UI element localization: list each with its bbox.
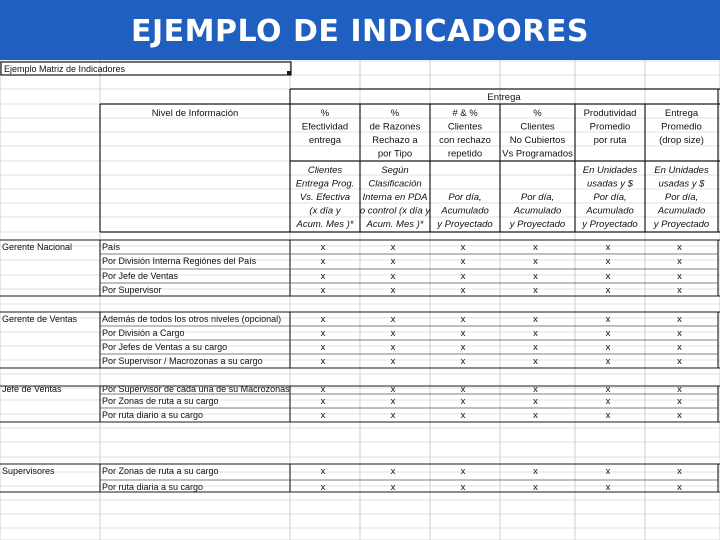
- column-detail-line: Entrega Prog.: [295, 178, 355, 190]
- column-detail-line: y Proyectado: [653, 219, 710, 230]
- matrix-mark-x: x: [460, 285, 466, 296]
- matrix-mark-x: x: [533, 384, 538, 395]
- column-detail-line: y Proyectado: [509, 219, 566, 230]
- column-header-line: entrega: [308, 135, 342, 146]
- column-header-line: Clientes: [520, 121, 555, 133]
- column-detail-line: Por día,: [593, 192, 627, 203]
- sheet-caption: Ejemplo Matriz de Indicadores: [4, 64, 126, 74]
- matrix-mark-x: x: [320, 396, 326, 407]
- section-row-label: Por ruta diaria a su cargo: [102, 482, 204, 492]
- section-role-label: Jefe de Ventas: [2, 384, 62, 394]
- matrix-mark-x: x: [390, 342, 396, 353]
- column-detail-line: Acumulado: [441, 205, 489, 217]
- column-detail-line: En Unidades: [654, 165, 709, 176]
- column-header-line: # & %: [452, 108, 478, 119]
- column-detail-line: Interna en PDA: [362, 192, 428, 203]
- matrix-mark-x: x: [677, 271, 682, 282]
- matrix-mark-x: x: [533, 482, 538, 493]
- matrix-mark-x: x: [533, 314, 538, 325]
- matrix-mark-x: x: [677, 256, 682, 267]
- group-header-entrega: Entrega: [487, 92, 521, 103]
- matrix-mark-x: x: [605, 256, 611, 267]
- column-header-line: Promedio: [661, 121, 702, 133]
- matrix-mark-x: x: [533, 271, 538, 282]
- matrix-mark-x: x: [460, 356, 466, 367]
- column-detail-line: Clientes: [307, 165, 343, 176]
- matrix-mark-x: x: [320, 314, 326, 325]
- column-header-line: Produtividad: [583, 108, 637, 119]
- matrix-mark-x: x: [460, 342, 466, 353]
- matrix-mark-x: x: [533, 242, 538, 253]
- column-header-line: repetido: [447, 148, 483, 160]
- matrix-mark-x: x: [460, 271, 466, 282]
- section-row-label: Por Supervisor: [102, 285, 162, 295]
- matrix-mark-x: x: [390, 466, 396, 477]
- matrix-mark-x: x: [677, 384, 682, 395]
- matrix-mark-x: x: [390, 256, 396, 267]
- matrix-mark-x: x: [605, 396, 611, 407]
- column-detail-line: Acumulado: [513, 205, 562, 217]
- section-row-label: Por Supervisor de cada una de su Macrozonas: [102, 384, 290, 394]
- column-header-line: (drop size): [659, 135, 704, 146]
- section-row-label: Por Jefes de Ventas a su cargo: [102, 342, 228, 352]
- column-header-line: %: [533, 108, 542, 119]
- column-header-line: Promedio: [589, 121, 631, 133]
- matrix-mark-x: x: [460, 482, 466, 493]
- matrix-mark-x: x: [390, 396, 396, 407]
- matrix-mark-x: x: [533, 285, 538, 296]
- matrix-mark-x: x: [320, 242, 326, 253]
- column-detail-line: y Proyectado: [437, 219, 493, 230]
- matrix-mark-x: x: [677, 314, 682, 325]
- column-header-line: %: [320, 108, 330, 119]
- matrix-mark-x: x: [677, 356, 682, 367]
- column-detail-line: Por día,: [448, 192, 482, 203]
- matrix-mark-x: x: [460, 466, 466, 477]
- matrix-mark-x: x: [320, 285, 326, 296]
- matrix-mark-x: x: [677, 396, 682, 407]
- slide-title-bar: [0, 0, 720, 60]
- matrix-mark-x: x: [533, 342, 538, 353]
- matrix-mark-x: x: [320, 482, 326, 493]
- column-detail-line: Acumulado: [657, 205, 706, 217]
- slide-title: EJEMPLO DE INDICADORES: [131, 14, 589, 49]
- matrix-mark-x: x: [320, 356, 326, 367]
- matrix-mark-x: x: [605, 342, 611, 353]
- column-header-line: por ruta: [593, 135, 627, 146]
- matrix-mark-x: x: [605, 271, 611, 282]
- column-header-line: Entrega: [664, 108, 699, 119]
- matrix-mark-x: x: [533, 328, 538, 339]
- matrix-mark-x: x: [605, 242, 611, 253]
- matrix-mark-x: x: [460, 314, 466, 325]
- section-row-label: Por División a Cargo: [102, 328, 185, 338]
- matrix-mark-x: x: [320, 384, 326, 395]
- caption-cell-handle: [287, 71, 291, 75]
- column-header-line: Efectividad: [301, 121, 349, 133]
- column-detail-line: Clasificación: [368, 178, 422, 190]
- matrix-mark-x: x: [460, 242, 466, 253]
- column-header-line: con rechazo: [439, 135, 491, 146]
- matrix-mark-x: x: [320, 342, 326, 353]
- matrix-mark-x: x: [460, 384, 466, 395]
- column-detail-line: o control (x día y: [359, 205, 431, 217]
- column-detail-line: Acum. Mes )*: [296, 219, 354, 230]
- column-detail-line: En Unidades: [582, 165, 638, 176]
- matrix-mark-x: x: [605, 356, 611, 367]
- level-header: Nivel de Información: [151, 108, 239, 119]
- matrix-mark-x: x: [533, 356, 538, 367]
- section-row-label: Por Supervisor / Macrozonas a su cargo: [102, 356, 263, 366]
- section-role-label: Gerente Nacional: [2, 242, 73, 252]
- matrix-mark-x: x: [390, 482, 396, 493]
- matrix-mark-x: x: [605, 410, 611, 421]
- matrix-mark-x: x: [677, 410, 682, 421]
- matrix-mark-x: x: [390, 410, 396, 421]
- section-row-label: Por Zonas de ruta a su cargo: [102, 466, 219, 476]
- column-detail-line: Acumulado: [586, 205, 634, 217]
- column-detail-line: Por día,: [664, 192, 699, 203]
- matrix-grid: [0, 60, 720, 540]
- column-header-line: de Razones: [369, 121, 421, 133]
- column-detail-line: usadas y $: [658, 178, 705, 190]
- column-header-line: por Tipo: [377, 148, 413, 160]
- section-row-label: Además de todos los otros niveles (opcional): [102, 314, 282, 324]
- column-detail-line: usadas y $: [587, 178, 633, 190]
- section-row-label: Por División Interna Regiónes del País: [102, 256, 257, 266]
- matrix-mark-x: x: [533, 396, 538, 407]
- matrix-mark-x: x: [320, 271, 326, 282]
- matrix-mark-x: x: [677, 328, 682, 339]
- matrix-mark-x: x: [460, 328, 466, 339]
- matrix-mark-x: x: [605, 482, 611, 493]
- section-row-label: Por Jefe de Ventas: [102, 271, 179, 281]
- section-role-label: Supervisores: [2, 466, 55, 476]
- matrix-mark-x: x: [605, 285, 611, 296]
- matrix-mark-x: x: [677, 285, 682, 296]
- matrix-mark-x: x: [605, 466, 611, 477]
- column-header-line: No Cubiertos: [509, 135, 566, 146]
- column-detail-line: y Proyectado: [582, 219, 638, 230]
- section-row-label: Por ruta diario a su cargo: [102, 410, 204, 420]
- spreadsheet-matrix: [0, 60, 720, 540]
- column-detail-line: (x día y: [309, 205, 341, 217]
- matrix-mark-x: x: [677, 242, 682, 253]
- matrix-mark-x: x: [320, 410, 326, 421]
- matrix-mark-x: x: [390, 314, 396, 325]
- matrix-mark-x: x: [390, 356, 396, 367]
- section-row-label: Por Zonas de ruta a su cargo: [102, 396, 219, 406]
- column-detail-line: Vs. Efectiva: [299, 192, 351, 203]
- matrix-mark-x: x: [533, 466, 538, 477]
- column-header-line: Rechazo a: [372, 135, 418, 146]
- matrix-mark-x: x: [320, 328, 326, 339]
- column-header-line: Vs Programados: [502, 148, 573, 160]
- matrix-mark-x: x: [677, 466, 682, 477]
- section-role-label: Gerente de Ventas: [2, 314, 78, 324]
- column-detail-line: Según: [381, 165, 409, 176]
- matrix-mark-x: x: [460, 256, 466, 267]
- matrix-mark-x: x: [320, 256, 326, 267]
- matrix-mark-x: x: [390, 384, 396, 395]
- matrix-mark-x: x: [390, 271, 396, 282]
- matrix-mark-x: x: [605, 328, 611, 339]
- matrix-mark-x: x: [533, 256, 538, 267]
- matrix-mark-x: x: [390, 242, 396, 253]
- matrix-mark-x: x: [605, 384, 611, 395]
- matrix-mark-x: x: [460, 396, 466, 407]
- matrix-mark-x: x: [605, 314, 611, 325]
- matrix-mark-x: x: [533, 410, 538, 421]
- matrix-mark-x: x: [677, 342, 682, 353]
- matrix-mark-x: x: [460, 410, 466, 421]
- matrix-mark-x: x: [677, 482, 682, 493]
- matrix-mark-x: x: [390, 328, 396, 339]
- matrix-mark-x: x: [390, 285, 396, 296]
- column-detail-line: Por día,: [520, 192, 555, 203]
- column-header-line: %: [390, 108, 400, 119]
- column-header-line: Clientes: [447, 121, 483, 133]
- column-detail-line: Acum. Mes )*: [366, 219, 424, 230]
- matrix-mark-x: x: [320, 466, 326, 477]
- section-row-label: País: [102, 242, 121, 252]
